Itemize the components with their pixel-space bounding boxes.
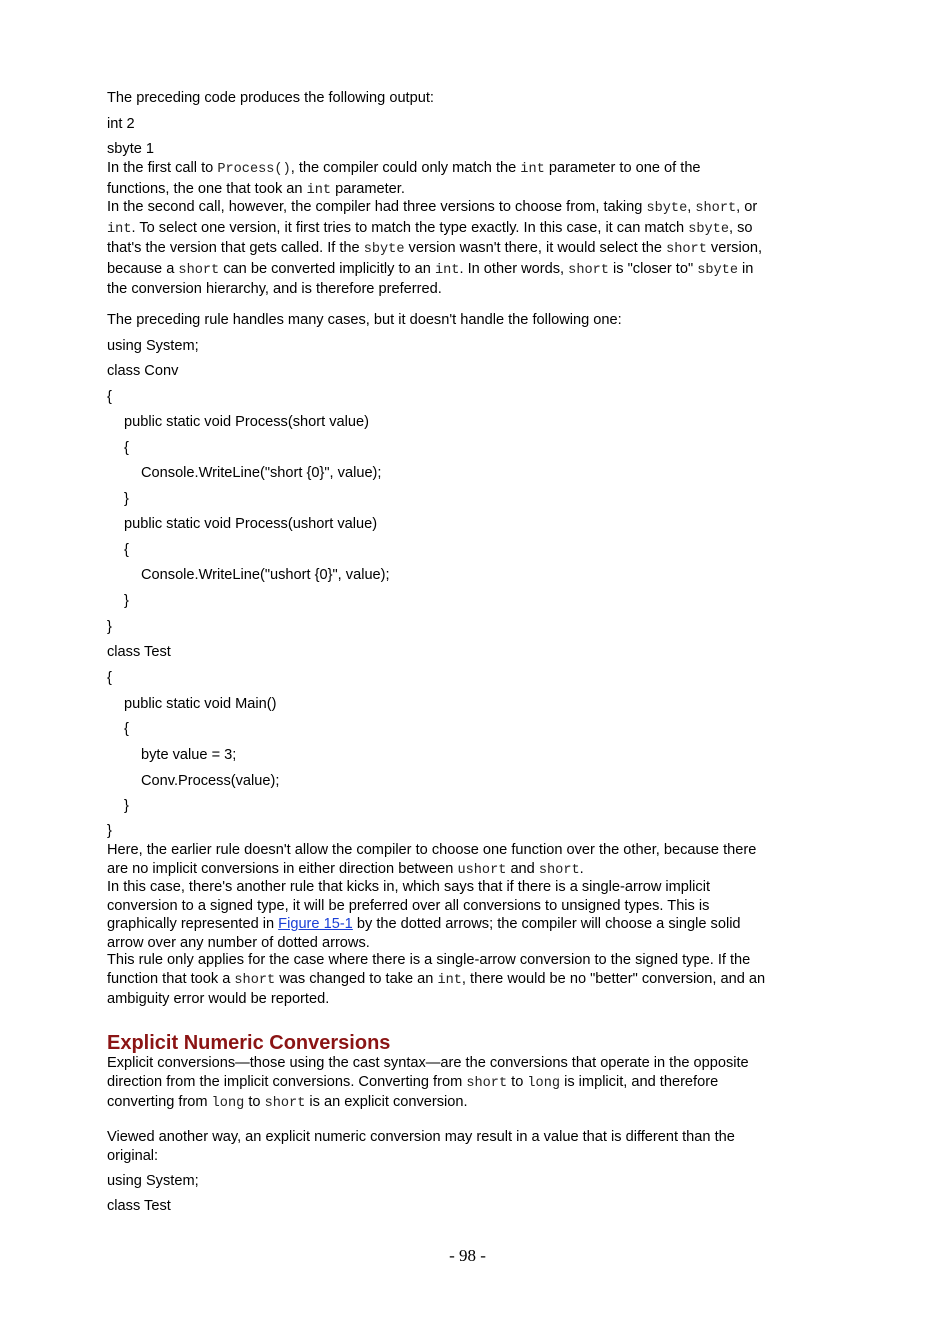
figure-15-1-link[interactable]: Figure 15-1 (278, 916, 353, 933)
paragraph-explicit: Explicit conversions—those using the cast syntax—are the conversions that operate in the opposite direction from the implicit conversions. Converting from short to long is implicit, and therefore converting from long to short is an explicit conversion. (107, 1055, 749, 1112)
output-line-1: int 2 (107, 116, 135, 132)
code-line: { (107, 389, 112, 405)
paragraph-rule: The preceding rule handles many cases, but it doesn't handle the following one: (107, 312, 622, 328)
paragraph-signed-rule: In this case, there's another rule that kicks in, which says that if there is a single-arrow implicit conversion to a signed type, it will be preferred over all conversions to unsigned types. This is graphically represented in Figure 15-1 by the dotted arrows; the compiler will choose a single solid arrow over any number of dotted arrows. (107, 879, 741, 951)
code-line: using System; (107, 338, 199, 354)
code-line: byte value = 3; (141, 747, 237, 763)
code-line: } (107, 619, 112, 635)
paragraph-single-arrow: This rule only applies for the case where there is a single-arrow conversion to the signed type. If the function that took a short was changed to take an int, there would be no "better" conversion, and an ambiguity error would be reported. (107, 952, 766, 1008)
code-line: } (124, 593, 129, 609)
code-line: } (124, 491, 129, 507)
code-line: class Conv (107, 363, 179, 379)
paragraph-viewed: Viewed another way, an explicit numeric conversion may result in a value that is different than the original: (107, 1129, 735, 1164)
code-line: { (124, 721, 129, 737)
code-line: { (124, 542, 129, 558)
code-line: } (124, 798, 129, 814)
output-line-2: sbyte 1 (107, 141, 155, 157)
intro-text: The preceding code produces the following output: (107, 90, 434, 106)
code-line: Console.WriteLine("short {0}", value); (141, 465, 382, 481)
paragraph-ambiguity: Here, the earlier rule doesn't allow the compiler to choose one function over the other, because there are no implicit conversions in either direction between ushort and short. (107, 842, 757, 878)
code-line: public static void Process(short value) (124, 414, 369, 430)
code-line: } (107, 823, 112, 839)
code-line: Conv.Process(value); (141, 773, 280, 789)
page-number: - 98 - (449, 1246, 486, 1265)
paragraph-second-call: In the second call, however, the compiler had three versions to choose from, taking sbyte, short, or int. To select one version, it first tries to match the type exactly. In this case, it can match sbyte, so that's the version that gets called. If the sbyte version wasn't there, it would select the short version, because a short can be converted implicitly to an int. In other words, short is "closer to" sbyte in the conversion hierarchy, and is therefore preferred. (107, 199, 763, 298)
paragraph-first-call: In the first call to Process(), the compiler could only match the int parameter to one of the functions, the one that took an int parameter. (107, 160, 701, 198)
code-line: public static void Main() (124, 696, 277, 712)
code-line: { (107, 670, 112, 686)
code-line: using System; (107, 1173, 199, 1189)
code-line: class Test (107, 644, 171, 660)
section-heading: Explicit Numeric Conversions (107, 1032, 391, 1054)
code-line: class Test (107, 1198, 171, 1214)
code-line: public static void Process(ushort value) (124, 516, 378, 532)
code-line: { (124, 440, 129, 456)
code-line: Console.WriteLine("ushort {0}", value); (141, 567, 390, 583)
